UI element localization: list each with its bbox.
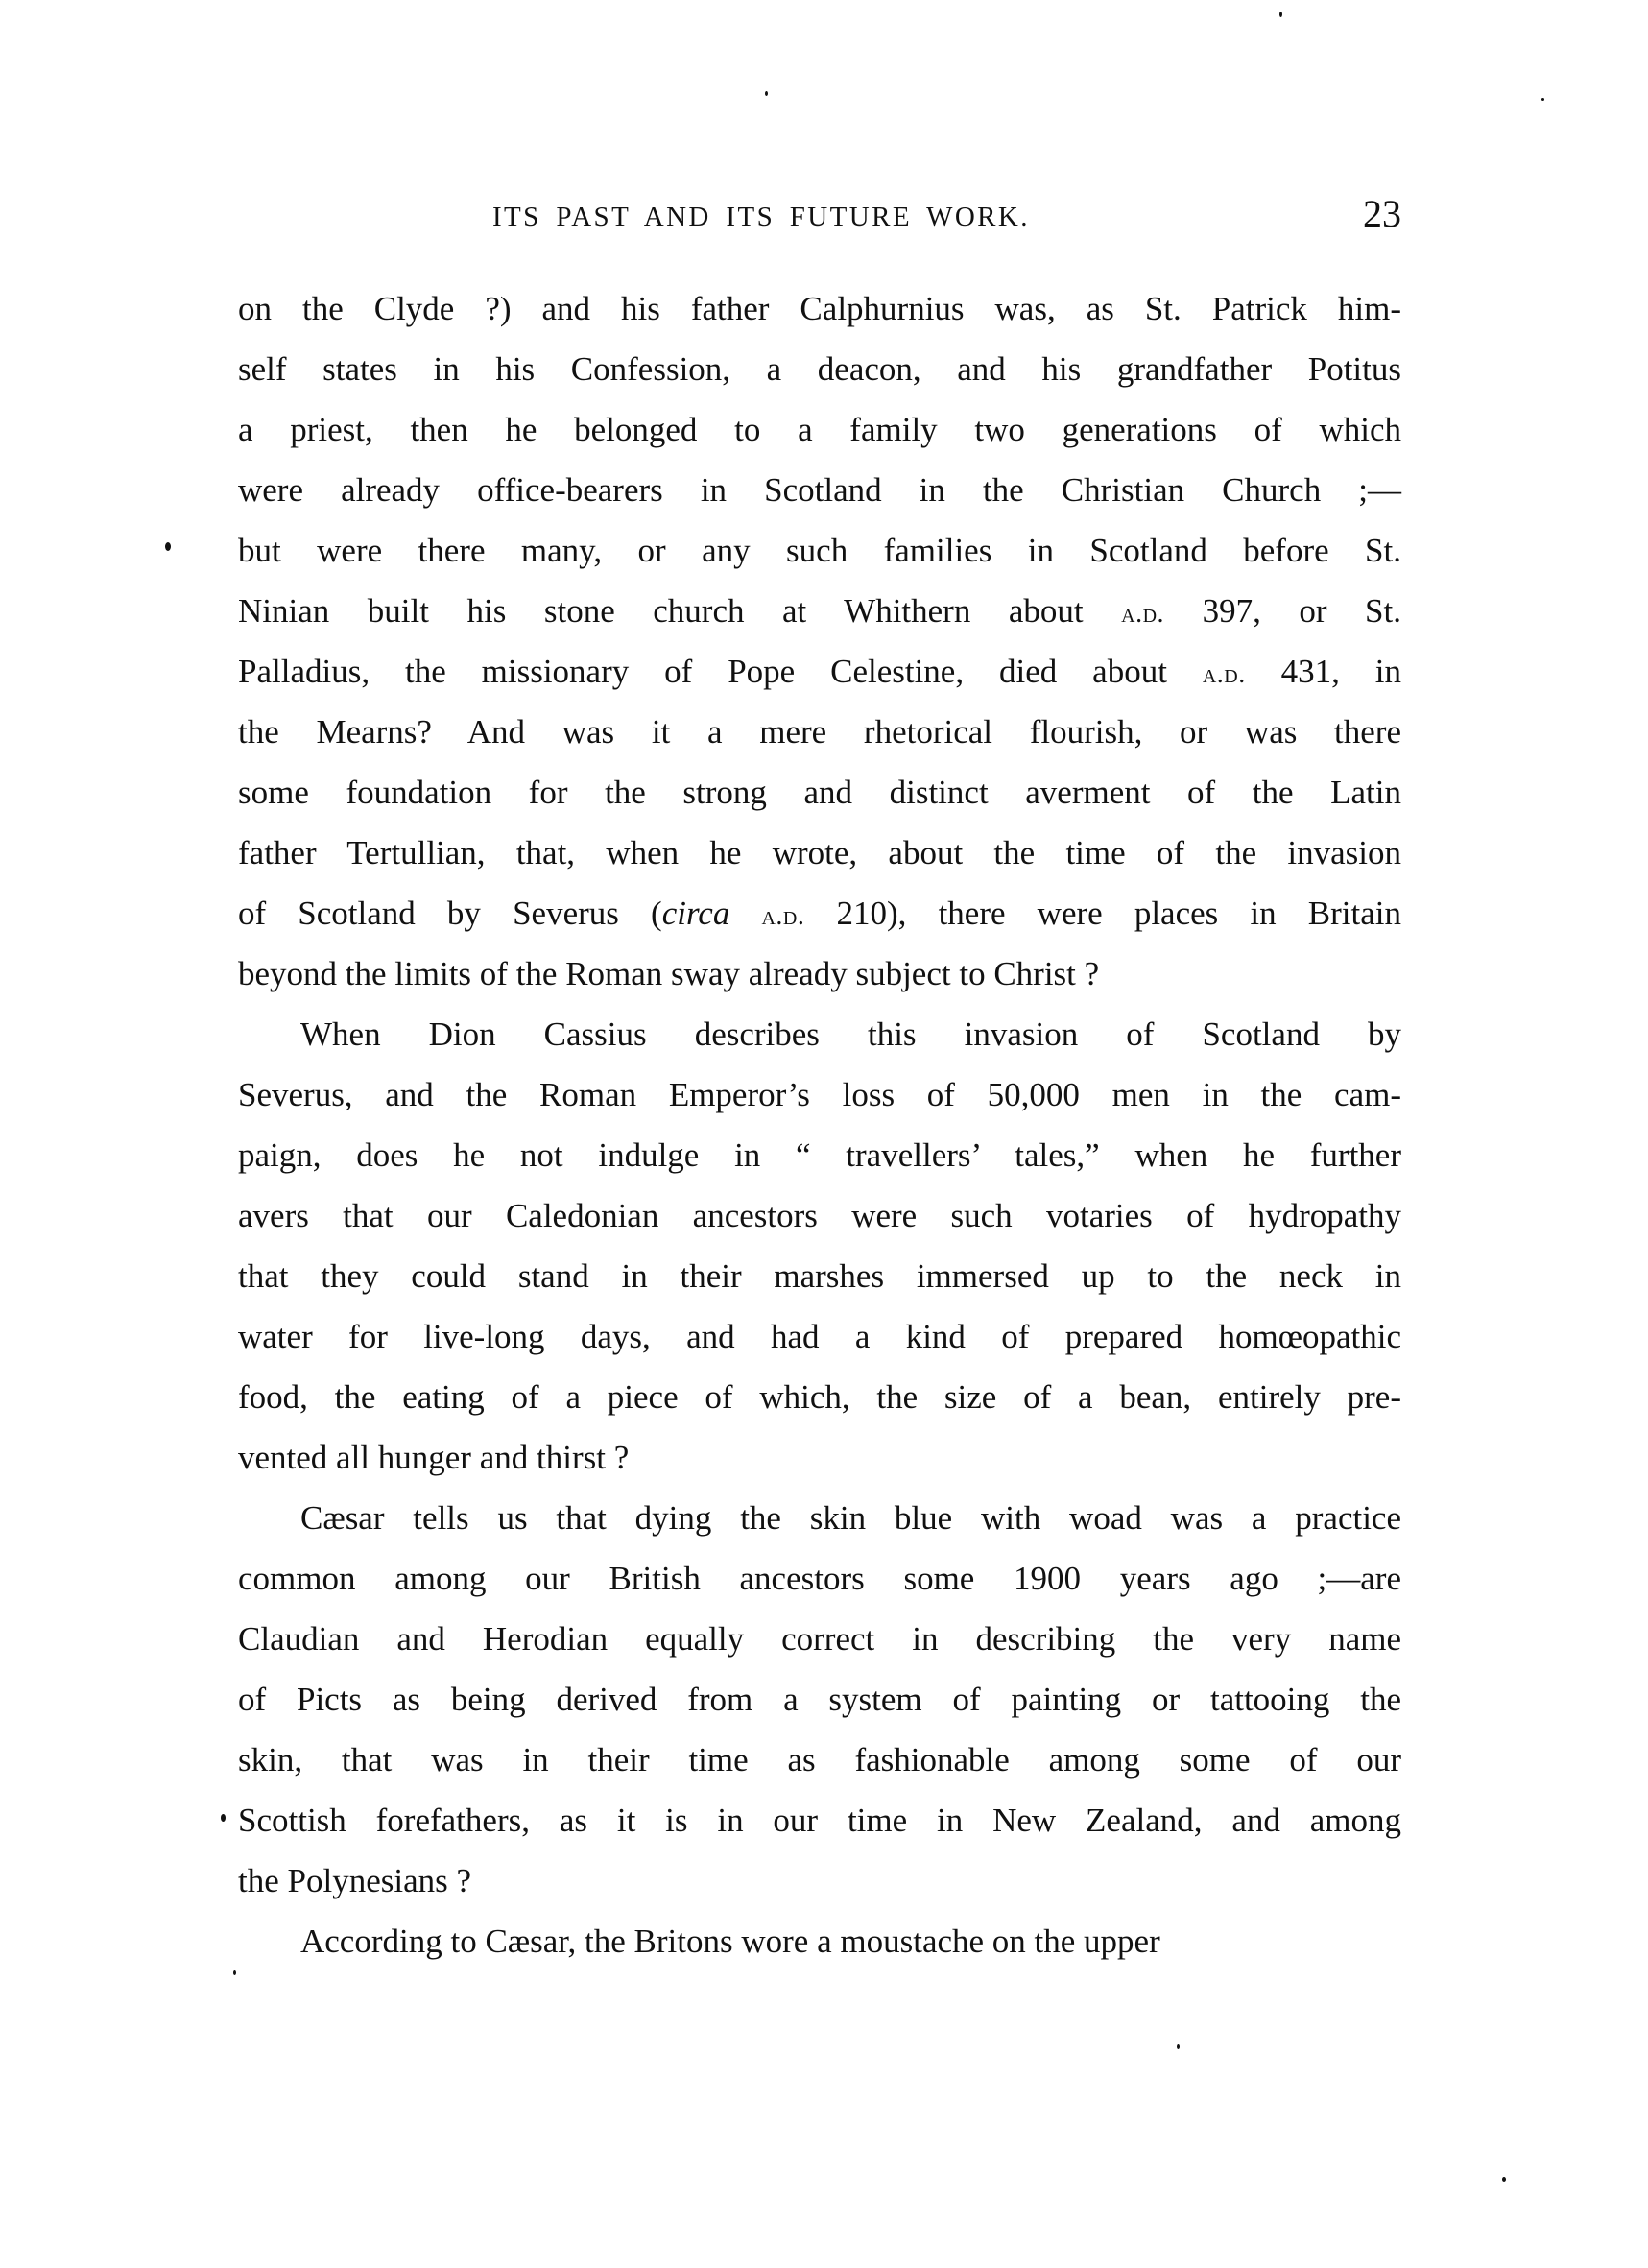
small-caps-text: a.d. <box>761 901 805 931</box>
text-line: a priest, then he belonged to a family two generations of which <box>238 411 1401 448</box>
scan-speck <box>765 91 768 96</box>
text-line: of Scotland by Severus (circa a.d. 210), there were places in Britain <box>238 895 1402 932</box>
scan-speck <box>1502 2177 1506 2182</box>
text-line: Scottish forefathers, as it is in our time in New Zealand, and among <box>238 1802 1401 1839</box>
scan-speck <box>1541 98 1544 101</box>
body-text <box>238 278 1401 1971</box>
text-line: that they could stand in their marshes immersed up to the neck in <box>238 1257 1401 1295</box>
text-line: beyond the limits of the Roman sway already subject to Christ ? <box>238 955 1100 992</box>
scan-speck <box>1279 12 1282 17</box>
text-line: avers that our Caledonian ancestors were such votaries of hydropathy <box>238 1197 1401 1234</box>
text-line: but were there many, or any such families in Scotland before St. <box>238 532 1401 569</box>
scan-speck <box>1177 2044 1180 2049</box>
text-line: some foundation for the strong and distinct averment of the Latin <box>238 774 1401 811</box>
text-line: the Mearns? And was it a mere rhetorical flourish, or was there <box>238 713 1401 751</box>
text-line: the Polynesians ? <box>238 1862 472 1899</box>
running-head <box>238 192 1401 238</box>
text-line: of Picts as being derived from a system of painting or tattooing the <box>238 1681 1401 1718</box>
running-title: ITS PAST AND ITS FUTURE WORK. <box>492 202 1030 232</box>
text-line: paign, does he not indulge in “ travellers’ tales,” when he further <box>238 1136 1401 1174</box>
text-line: self states in his Confession, a deacon, and his grandfather Potitus <box>238 350 1401 388</box>
text-line: Cæsar tells us that dying the skin blue with woad was a practice <box>300 1499 1401 1537</box>
scan-speck <box>233 1970 236 1975</box>
paragraph <box>238 1911 1401 1971</box>
paragraph <box>238 1488 1401 1911</box>
text-line: Severus, and the Roman Emperor’s loss of 50,000 men in the cam- <box>238 1076 1401 1113</box>
scan-speck <box>221 1814 226 1822</box>
paragraph <box>238 1004 1401 1488</box>
text-line: water for live-long days, and had a kind of prepared homœopathic <box>238 1318 1401 1355</box>
text-line: father Tertullian, that, when he wrote, about the time of the invasion <box>238 834 1401 871</box>
text-line: Claudian and Herodian equally correct in describing the very name <box>238 1620 1401 1658</box>
text-line: were already office-bearers in Scotland in the Christian Church ;— <box>238 471 1401 509</box>
page-number: 23 <box>1363 192 1401 235</box>
text-line: Ninian built his stone church at Whithern about a.d. 397, or St. <box>238 592 1401 630</box>
text-line: on the Clyde ?) and his father Calphurnius was, as St. Patrick him- <box>238 290 1401 327</box>
text-line: skin, that was in their time as fashionable among some of our <box>238 1741 1401 1779</box>
italic-text: circa <box>661 895 730 932</box>
text-line: food, the eating of a piece of which, the size of a bean, entirely pre- <box>238 1378 1401 1416</box>
text-line: According to Cæsar, the Britons wore a moustache on the upper <box>300 1922 1160 1960</box>
paragraph <box>238 278 1401 1004</box>
scan-speck <box>165 542 171 551</box>
text-line: common among our British ancestors some 1900 years ago ;—are <box>238 1560 1401 1597</box>
small-caps-text: a.d. <box>1202 659 1246 689</box>
text-line: When Dion Cassius describes this invasion of Scotland by <box>300 1015 1401 1053</box>
text-line: Palladius, the missionary of Pope Celestine, died about a.d. 431, in <box>238 653 1401 690</box>
small-caps-text: a.d. <box>1121 599 1165 629</box>
text-line: vented all hunger and thirst ? <box>238 1439 630 1476</box>
